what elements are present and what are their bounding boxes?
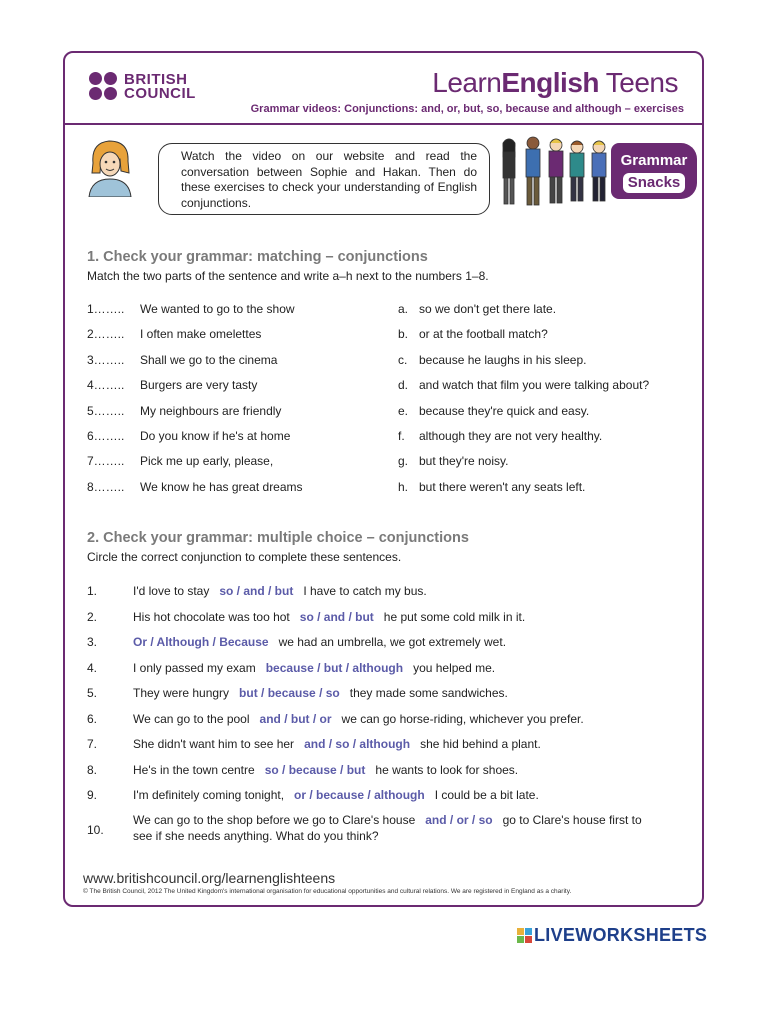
item-number[interactable]: 1…….. (87, 302, 125, 316)
sentence-after: he wants to look for shoes. (375, 762, 519, 777)
intro-speech-bubble: Watch the video on our website and read the conversation between Sophie and Hakan. Then do these exercises to check your understanding of English conjunctions. (158, 143, 490, 215)
sentence-start: Burgers are very tasty (140, 378, 258, 393)
footer-url[interactable]: www.britishcouncil.org/learnenglishteens (83, 870, 336, 886)
sentence-start: Pick me up early, please, (140, 454, 274, 469)
matching-row (87, 302, 687, 327)
matching-row (87, 404, 687, 429)
sentence-start: We wanted to go to the show (140, 302, 295, 316)
liveworksheets-mark-icon (517, 928, 532, 943)
sentence-end: because they're quick and easy. (419, 403, 590, 418)
liveworksheets-logo (517, 925, 707, 946)
conjunction-options[interactable]: Or / Although / Because (133, 635, 269, 649)
item-number: 3. (87, 635, 98, 649)
section1-title: 1. Check your grammar: matching – conjunctions (87, 249, 428, 265)
matching-row (87, 327, 687, 352)
section2-instruction: Circle the correct conjunction to complete these sentences. (87, 550, 402, 564)
sentence-end: or at the football match? (419, 327, 548, 342)
option-letter: b. (398, 327, 409, 342)
option-letter: f. (398, 428, 405, 443)
sentence-before: I'm definitely coming tonight, (133, 788, 285, 802)
teens-group-illustration-icon (497, 135, 615, 209)
matching-row (87, 454, 687, 479)
item-number: 8. (87, 762, 98, 777)
item-number: 9. (87, 788, 98, 802)
multiple-choice-list (87, 584, 687, 858)
conjunction-options[interactable]: and / so / although (304, 737, 411, 751)
option-letter: h. (398, 479, 409, 494)
conjunction-options[interactable]: because / but / although (265, 660, 404, 675)
badge-line2: Snacks (623, 173, 685, 193)
mc-row (87, 737, 687, 763)
sentence-start: Do you know if he's at home (140, 428, 291, 443)
matching-row (87, 353, 687, 378)
sentence-start: We know he has great dreams (140, 479, 303, 494)
sentence-after: we had an umbrella, we got extremely wet. (278, 635, 507, 649)
sentence-start: I often make omelettes (140, 327, 262, 342)
header (65, 53, 702, 125)
sentence-after: I have to catch my bus. (303, 584, 427, 598)
option-letter: c. (398, 352, 408, 367)
page-subtitle: Grammar videos: Conjunctions: and, or, but, so, because and although – exercises (250, 103, 684, 115)
sentence-start: Shall we go to the cinema (140, 352, 278, 367)
matching-row (87, 378, 687, 403)
sentence-before: We can go to the shop before we go to Clare's house (133, 812, 416, 827)
sentence-after: they made some sandwiches. (349, 686, 508, 700)
section2-title: 2. Check your grammar: multiple choice – conjunctions (87, 530, 469, 546)
mc-row (87, 635, 687, 661)
sentence-after: he put some cold milk in it. (383, 609, 526, 624)
conjunction-options[interactable]: and / but / or (259, 711, 332, 726)
sentence-after: you helped me. (413, 660, 496, 675)
sentence-end: so we don't get there late. (419, 302, 557, 316)
item-number: 5. (87, 686, 98, 700)
sentence-end: because he laughs in his sleep. (419, 352, 587, 367)
badge-line1: Grammar (620, 152, 688, 169)
section1-instruction: Match the two parts of the sentence and write a–h next to the numbers 1–8. (87, 269, 489, 283)
matching-list (87, 302, 687, 505)
option-letter: a. (398, 302, 409, 316)
conjunction-options[interactable]: so / and / but (219, 584, 294, 598)
mc-row (87, 686, 687, 712)
item-number[interactable]: 6…….. (87, 428, 125, 443)
sentence-after: go to Clare's house first to (502, 812, 642, 827)
option-letter: g. (398, 454, 409, 469)
brand-suffix: Teens (599, 67, 678, 98)
sentence-continuation: see if she needs anything. What do you think? (133, 828, 379, 843)
sentence-end: but there weren't any seats left. (419, 479, 586, 494)
grammar-snacks-badge (611, 143, 697, 199)
item-number[interactable]: 4…….. (87, 378, 125, 393)
item-number: 7. (87, 737, 98, 751)
sentence-after: she hid behind a plant. (420, 737, 541, 751)
intro-panel (85, 135, 688, 221)
sentence-before: They were hungry (133, 686, 230, 700)
sentence-end: and watch that film you were talking about? (419, 378, 650, 393)
conjunction-options[interactable]: and / or / so (425, 812, 493, 827)
mc-row (87, 763, 687, 789)
org-name-line1: BRITISH (124, 71, 188, 88)
mc-row (87, 610, 687, 636)
option-letter: d. (398, 378, 409, 393)
sentence-before: His hot chocolate was too hot (133, 609, 290, 624)
brand-regular: Learn (432, 67, 502, 98)
conjunction-options[interactable]: but / because / so (239, 686, 340, 700)
mc-row (87, 661, 687, 687)
learnenglish-teens-logo (432, 67, 678, 99)
item-number[interactable]: 2…….. (87, 327, 125, 342)
sentence-after: I could be a bit late. (434, 788, 539, 802)
sentence-before: We can go to the pool (133, 711, 250, 726)
item-number[interactable]: 7…….. (87, 454, 125, 469)
mc-row (87, 712, 687, 738)
mc-row (87, 814, 687, 858)
worksheet (63, 51, 704, 907)
item-number: 6. (87, 711, 98, 726)
conjunction-options[interactable]: so / and / but (299, 609, 374, 624)
item-number[interactable]: 8…….. (87, 479, 125, 494)
liveworksheets-wordmark: LIVEWORKSHEETS (534, 925, 708, 945)
sentence-after: we can go horse-riding, whichever you prefer. (341, 711, 584, 726)
teacher-avatar-icon (85, 137, 137, 197)
option-letter: e. (398, 403, 409, 418)
mc-row (87, 788, 687, 814)
item-number: 4. (87, 660, 98, 675)
sentence-before: I'd love to stay (133, 584, 210, 598)
sentence-end: although they are not very healthy. (419, 428, 603, 443)
item-number: 1. (87, 584, 98, 598)
item-number: 10. (87, 822, 104, 837)
sentence-start: My neighbours are friendly (140, 403, 282, 418)
item-number[interactable]: 5…….. (87, 403, 125, 418)
matching-row (87, 480, 687, 505)
british-council-logo (89, 72, 196, 102)
sentence-before: I only passed my exam (133, 660, 256, 675)
sentence-end: but they're noisy. (419, 454, 509, 469)
item-number: 2. (87, 609, 98, 624)
british-council-dots-icon (89, 72, 119, 102)
org-name-line2: COUNCIL (124, 85, 196, 102)
conjunction-options[interactable]: so / because / but (264, 762, 366, 777)
brand-bold: English (501, 67, 599, 98)
item-number[interactable]: 3…….. (87, 352, 125, 367)
sentence-before: She didn't want him to see her (133, 737, 295, 751)
sentence-before: He's in the town centre (133, 762, 255, 777)
footer-copyright: © The British Council, 2012 The United Kingdom's international organisation for educational opportunities and cultural relations. We are registered in England as a charity. (83, 888, 572, 895)
matching-row (87, 429, 687, 454)
mc-row (87, 584, 687, 610)
conjunction-options[interactable]: or / because / although (294, 788, 425, 802)
